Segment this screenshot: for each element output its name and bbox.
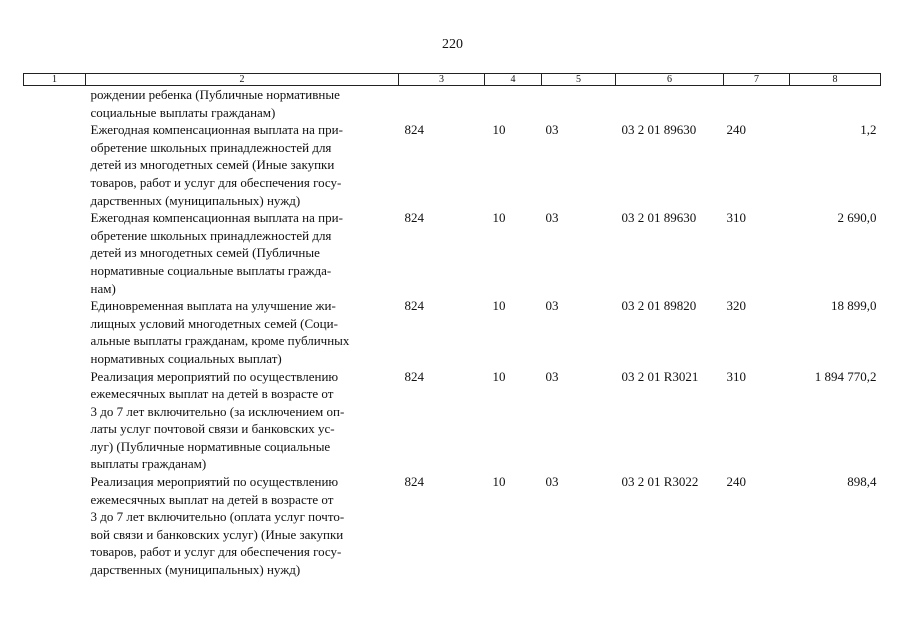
expense-type-code: 310: [726, 368, 746, 384]
column-number-header-row: [24, 74, 881, 86]
row-name-line: обретение школьных принадлежностей для: [90, 139, 332, 155]
ministry-code: 824: [404, 298, 424, 314]
target-article-code: 03 2 01 R3022: [621, 474, 699, 490]
row-name-line: рождении ребенка (Публичные нормативные: [90, 87, 340, 102]
section-code: 10: [492, 474, 506, 490]
table-row: [24, 297, 881, 367]
row-name-line: нам): [90, 280, 116, 296]
column-header-4: 4: [485, 74, 542, 86]
row-name-line: 3 до 7 лет включительно (за исключением оп-: [90, 403, 345, 419]
row-name-line: нормативных социальных выплат): [90, 350, 282, 366]
target-article-code: 03 2 01 89630: [621, 210, 697, 226]
target-article-code: 03 2 01 R3021: [621, 368, 699, 384]
column-header-5: 5: [542, 74, 616, 86]
row-name-line: луг) (Публичные нормативные социальные: [90, 438, 331, 454]
row-name-line: ежемесячных выплат на детей в возрасте от: [90, 386, 334, 402]
row-name-cell: [24, 368, 399, 474]
section-code: 10: [492, 210, 506, 226]
amount-value: 898,4: [847, 474, 877, 490]
row-name-line: Реализация мероприятий по осуществлению: [90, 474, 339, 490]
row-name-line: детей из многодетных семей (Иные закупки: [90, 157, 335, 173]
row-name-cell: [24, 121, 399, 209]
table-row-continuation: [24, 86, 881, 122]
table-row: [24, 209, 881, 297]
subsection-code: 03: [545, 474, 559, 490]
table-row: [24, 368, 881, 474]
row-name-line: товаров, работ и услуг для обеспечения госу-: [90, 174, 342, 190]
expense-type-code: 240: [726, 474, 746, 490]
amount-value: 2 690,0: [837, 210, 877, 226]
row-name-line: выплаты гражданам): [90, 456, 207, 472]
row-name-line: латы услуг почтовой связи и банковских ус-: [90, 421, 335, 437]
row-name-line: дарственных (муниципальных) нужд): [90, 562, 301, 578]
row-name-line: вой связи и банковских услуг) (Иные закупки: [90, 526, 344, 542]
subsection-code: 03: [545, 298, 559, 314]
budget-table: [23, 73, 881, 579]
row-name-line: товаров, работ и услуг для обеспечения госу-: [90, 544, 342, 560]
target-article-code: 03 2 01 89820: [621, 298, 697, 314]
column-header-1: 1: [24, 74, 86, 86]
row-name-line: социальные выплаты гражданам): [90, 104, 276, 120]
row-name-line: детей из многодетных семей (Публичные: [90, 245, 320, 261]
subsection-code: 03: [545, 210, 559, 226]
column-header-3: 3: [399, 74, 485, 86]
row-name-cell: [24, 86, 399, 122]
row-name-line: Единовременная выплата на улучшение жи-: [90, 298, 336, 314]
row-name-line: Ежегодная компенсационная выплата на при-: [90, 210, 343, 226]
column-header-8: 8: [790, 74, 881, 86]
table-row: [24, 473, 881, 579]
ministry-code: 824: [404, 122, 424, 138]
row-name-cell: [24, 297, 399, 367]
row-name-line: обретение школьных принадлежностей для: [90, 227, 332, 243]
row-name-line: Ежегодная компенсационная выплата на при-: [90, 122, 343, 138]
row-name-line: дарственных (муниципальных) нужд): [90, 192, 301, 208]
row-name-line: альные выплаты гражданам, кроме публичных: [90, 333, 350, 349]
row-name-line: Реализация мероприятий по осуществлению: [90, 368, 339, 384]
column-header-2: 2: [86, 74, 399, 86]
ministry-code: 824: [404, 210, 424, 226]
expense-type-code: 240: [726, 122, 746, 138]
amount-value: 1 894 770,2: [814, 368, 877, 384]
column-header-6: 6: [616, 74, 724, 86]
subsection-code: 03: [545, 122, 559, 138]
row-name-line: ежемесячных выплат на детей в возрасте от: [90, 491, 334, 507]
page-number: 220: [442, 37, 463, 52]
column-header-7: 7: [724, 74, 790, 86]
section-code: 10: [492, 368, 506, 384]
row-name-line: нормативные социальные выплаты гражда-: [90, 262, 332, 278]
row-name-cell: [24, 473, 399, 579]
row-name-cell: [24, 209, 399, 297]
row-name-line: лищных условий многодетных семей (Соци-: [90, 315, 338, 331]
subsection-code: 03: [545, 368, 559, 384]
section-code: 10: [492, 298, 506, 314]
amount-value: 18 899,0: [831, 298, 877, 314]
amount-value: 1,2: [860, 122, 877, 138]
section-code: 10: [492, 122, 506, 138]
table-row: [24, 121, 881, 209]
target-article-code: 03 2 01 89630: [621, 122, 697, 138]
expense-type-code: 310: [726, 210, 746, 226]
row-name-line: 3 до 7 лет включительно (оплата услуг почто-: [90, 509, 345, 525]
ministry-code: 824: [404, 474, 424, 490]
ministry-code: 824: [404, 368, 424, 384]
expense-type-code: 320: [726, 298, 746, 314]
